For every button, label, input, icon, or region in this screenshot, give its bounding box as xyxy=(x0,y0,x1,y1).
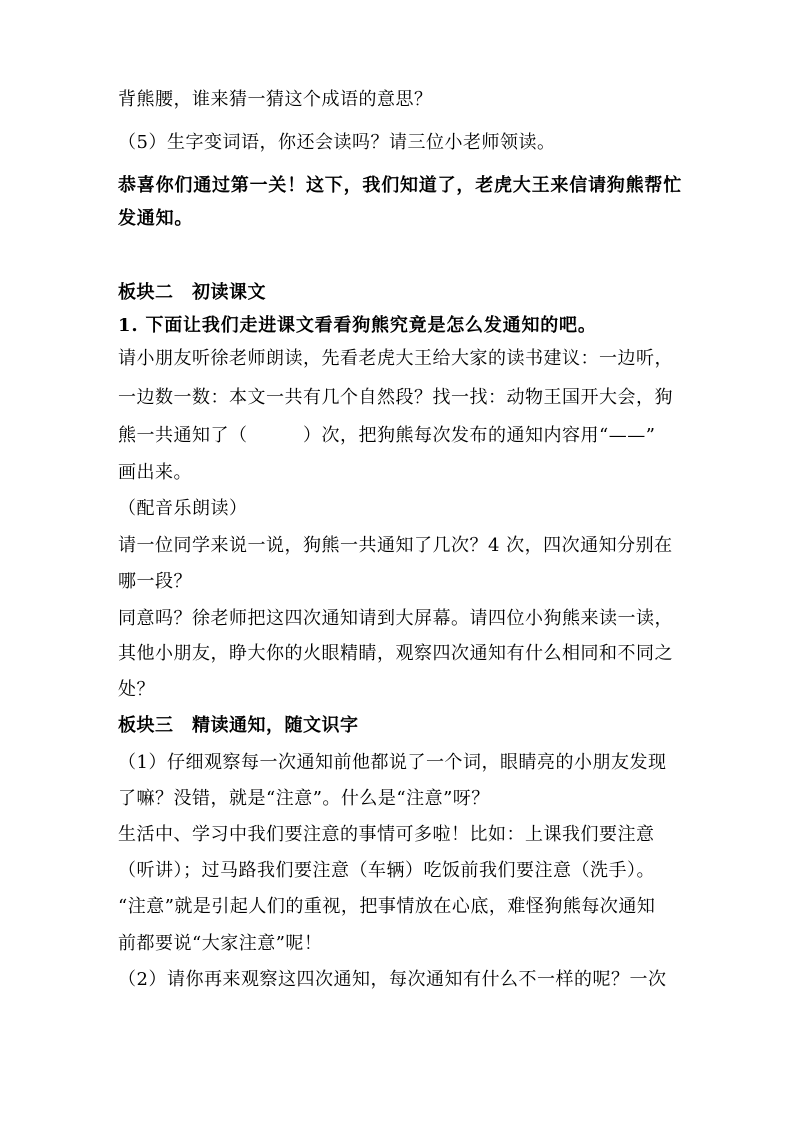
text-line-11: 其他小朋友，睁大你的火眼精睛，观察四次通知有什么相同和不同之 xyxy=(118,643,673,664)
text-line-3: 请小朋友听徐老师朗读，先看老虎大王给大家的读书建议：一边听， xyxy=(118,348,673,369)
text-line-16: （听讲）；过马路我们要注意（车辆）吃饭前我们要注意（洗手）。 xyxy=(118,860,655,881)
bold-text-line-2: 发通知。 xyxy=(118,208,194,229)
text-line-8: 请一位同学来说一说，狗熊一共通知了几次？4 次，四次通知分别在 xyxy=(118,535,673,556)
text-line-4: 一边数一数：本文一共有几个自然段？找一找：动物王国开大会，狗 xyxy=(118,387,673,408)
bold-text-line-1: 恭喜你们通过第一关！这下，我们知道了，老虎大王来信请狗熊帮忙 xyxy=(118,175,682,196)
text-line-2: （5）生字变词语，你还会读吗？请三位小老师领读。 xyxy=(118,132,556,153)
section-heading-three: 板块三 精读通知，随文识字 xyxy=(118,715,359,736)
text-line-5: 熊一共通知了（ ）次，把狗熊每次发布的通知内容用“——” xyxy=(118,425,656,446)
text-line-17: “注意”就是引起人们的重视，把事情放在心底，难怪狗熊每次通知 xyxy=(118,896,656,917)
text-line-12: 处？ xyxy=(118,679,155,700)
text-line-14: 了嘛？没错，就是“注意”。什么是“注意”呀？ xyxy=(118,788,490,809)
text-line-19: （2）请你再来观察这四次通知，每次通知有什么不一样的呢？一次 xyxy=(118,969,667,990)
text-line-9: 哪一段？ xyxy=(118,571,192,592)
section-heading-two: 板块二 初读课文 xyxy=(118,282,266,303)
text-line-1: 背熊腰，谁来猜一猜这个成语的意思？ xyxy=(118,89,433,110)
text-line-10: 同意吗？徐老师把这四次通知请到大屏幕。请四位小狗熊来读一读， xyxy=(118,608,673,629)
text-line-15: 生活中、学习中我们要注意的事情可多啦！比如：上课我们要注意 xyxy=(118,824,655,845)
text-line-6: 画出来。 xyxy=(118,462,192,483)
text-line-18: 前都要说“大家注意”呢！ xyxy=(118,933,323,954)
text-line-7: （配音乐朗读） xyxy=(118,498,248,519)
text-line-13: （1）仔细观察每一次通知前他都说了一个词，眼睛亮的小朋友发现 xyxy=(118,752,667,773)
section-instruction: 1. 下面让我们走进课文看看狗熊究竟是怎么发通知的吧。 xyxy=(118,315,597,336)
